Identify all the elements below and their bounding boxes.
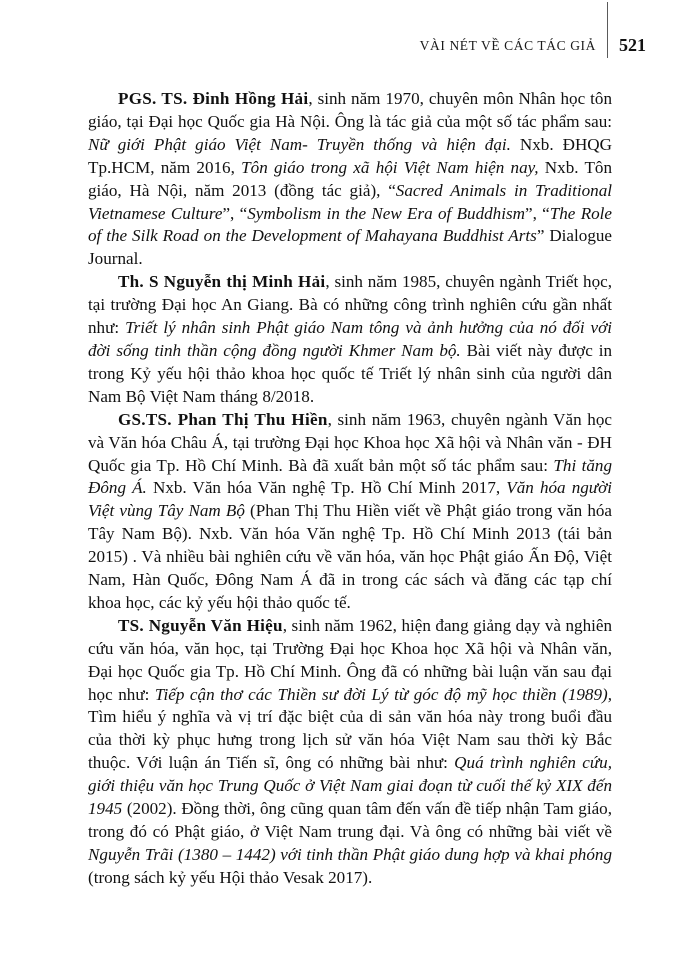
work-title: Quá trình nghiên cứu, giới thiệu văn học Trung Quốc ở Việt Nam giai đoạn từ cuối thế kỷ XIX đến 1945 [88, 753, 612, 819]
page-number: 521 [619, 35, 646, 55]
work-title: Tôn giáo trong xã hội Việt Nam hiện nay, [241, 157, 539, 177]
author-paragraph [88, 88, 612, 271]
running-head-inner [420, 0, 646, 58]
running-head-title: VÀI NÉT VỀ CÁC TÁC GIẢ [419, 37, 596, 53]
work-title: Nữ giới Phật giáo Việt Nam- Truyền thống và hiện đại. [88, 134, 511, 154]
biography-text: Nxb. Văn hóa Văn nghệ Tp. Hồ Chí Minh 2017, [146, 478, 507, 498]
biography-text: Nxb. ĐHQG Tp.HCM, năm 2016, [88, 134, 612, 177]
biography-text: Bài viết này được in trong Kỷ yếu hội thảo khoa học quốc tế Triết lý nhân sinh của người dân Nam Bộ Việt Nam tháng 8/2018. [88, 340, 612, 406]
work-title: Nguyễn Trãi (1380 – 1442) với tinh thần Phật giáo dung hợp và khai phóng [88, 844, 612, 864]
biography-text: Nxb. Tôn giáo, Hà Nội, năm 2013 (đồng tác giả), “ [88, 157, 612, 200]
author-paragraph [88, 615, 612, 890]
work-title: Tiếp cận thơ các Thiền sư đời Lý từ góc độ mỹ học thiền (1989), [154, 684, 612, 704]
biography-text: ” Dialogue Journal. [88, 226, 612, 269]
biography-text: (2002). Đồng thời, ông cũng quan tâm đến vấn đề tiếp nhận Tam giáo, trong đó có Phật giáo, ở Việt Nam trung đại. Và ông có những bài viết về [88, 799, 612, 841]
biography-text: , sinh năm 1963, chuyên ngành Văn học và Văn hóa Châu Á, tại trường Đại học Khoa học Xã hội và Nhân văn - ĐH Quốc gia Tp. Hồ Chí Minh. Bà đã xuất bản một số tác phẩm sau: [88, 409, 612, 475]
work-title: The Role of the Silk Road on the Development of Mahayana Buddhist Arts [88, 203, 613, 246]
author-name: GS.TS. Phan Thị Thu Hiền [118, 409, 328, 429]
author-name: Th. S Nguyễn thị Minh Hải [118, 272, 326, 292]
author-name: TS. Nguyễn Văn Hiệu [118, 615, 283, 635]
running-head [0, 0, 700, 62]
author-paragraph [88, 409, 612, 615]
work-title: Thi tăng Đông Á. [88, 455, 612, 498]
work-title: Sacred Animals in Traditional Vietnamese Culture [88, 180, 612, 223]
work-title: Symbolism in the New Era of Buddhism [247, 203, 525, 223]
biography-text: (Phan Thị Thu Hiền viết về Phật giáo trong văn hóa Tây Nam Bộ). Nxb. Văn hóa Văn nghệ Tp. Hồ Chí Minh 2013 (tái bản 2015) . Và nhiều bài nghiên cứu về văn hóa, văn học Phật giáo Ấn Độ, Việt Nam, Hàn Quốc, Đông Nam Á đã in trong các sách và đăng các tạp chí khoa học, các kỷ yếu hội thảo quốc tế. [88, 501, 612, 612]
author-paragraph [88, 271, 612, 408]
work-title: Văn hóa người Việt vùng Tây Nam Bộ [88, 478, 613, 521]
biography-text: , sinh năm 1985, chuyên ngành Triết học, tại trường Đại học An Giang. Bà có những công trình nghiên cứu gần nhất như: [88, 272, 612, 338]
biography-text: Tìm hiểu ý nghĩa và vị trí đặc biệt của di sản văn hóa này trong buổi đầu của thời kỳ phục hưng trong lịch sử văn hóa Việt Nam sau thời kỳ Bắc thuộc. Với luận án Tiến sĩ, ông có những bài như: [88, 707, 612, 773]
body-text-block [88, 88, 612, 890]
biography-text: , sinh năm 1970, chuyên môn Nhân học tôn giáo, tại Đại học Quốc gia Hà Nội. Ông là tác giả của một số tác phẩm sau: [88, 89, 612, 131]
biography-text: ”, “ [222, 203, 248, 223]
biography-text: (trong sách kỷ yếu Hội thảo Vesak 2017). [88, 867, 373, 887]
biography-text: , sinh năm 1962, hiện đang giảng dạy và nghiên cứu văn hóa, văn học, tại Trường Đại học Khoa học Xã hội và Nhân văn, Đại học Quốc gia Tp. Hồ Chí Minh. Ông đã có những bài luận văn sau đại học như: [88, 615, 612, 704]
biography-text: ”, “ [524, 203, 550, 223]
author-name: PGS. TS. Đinh Hồng Hải [118, 89, 309, 108]
work-title: Triết lý nhân sinh Phật giáo Nam tông và ảnh hưởng của nó đối với đời sống tinh thần cộng đồng người Khmer Nam bộ. [88, 318, 612, 360]
